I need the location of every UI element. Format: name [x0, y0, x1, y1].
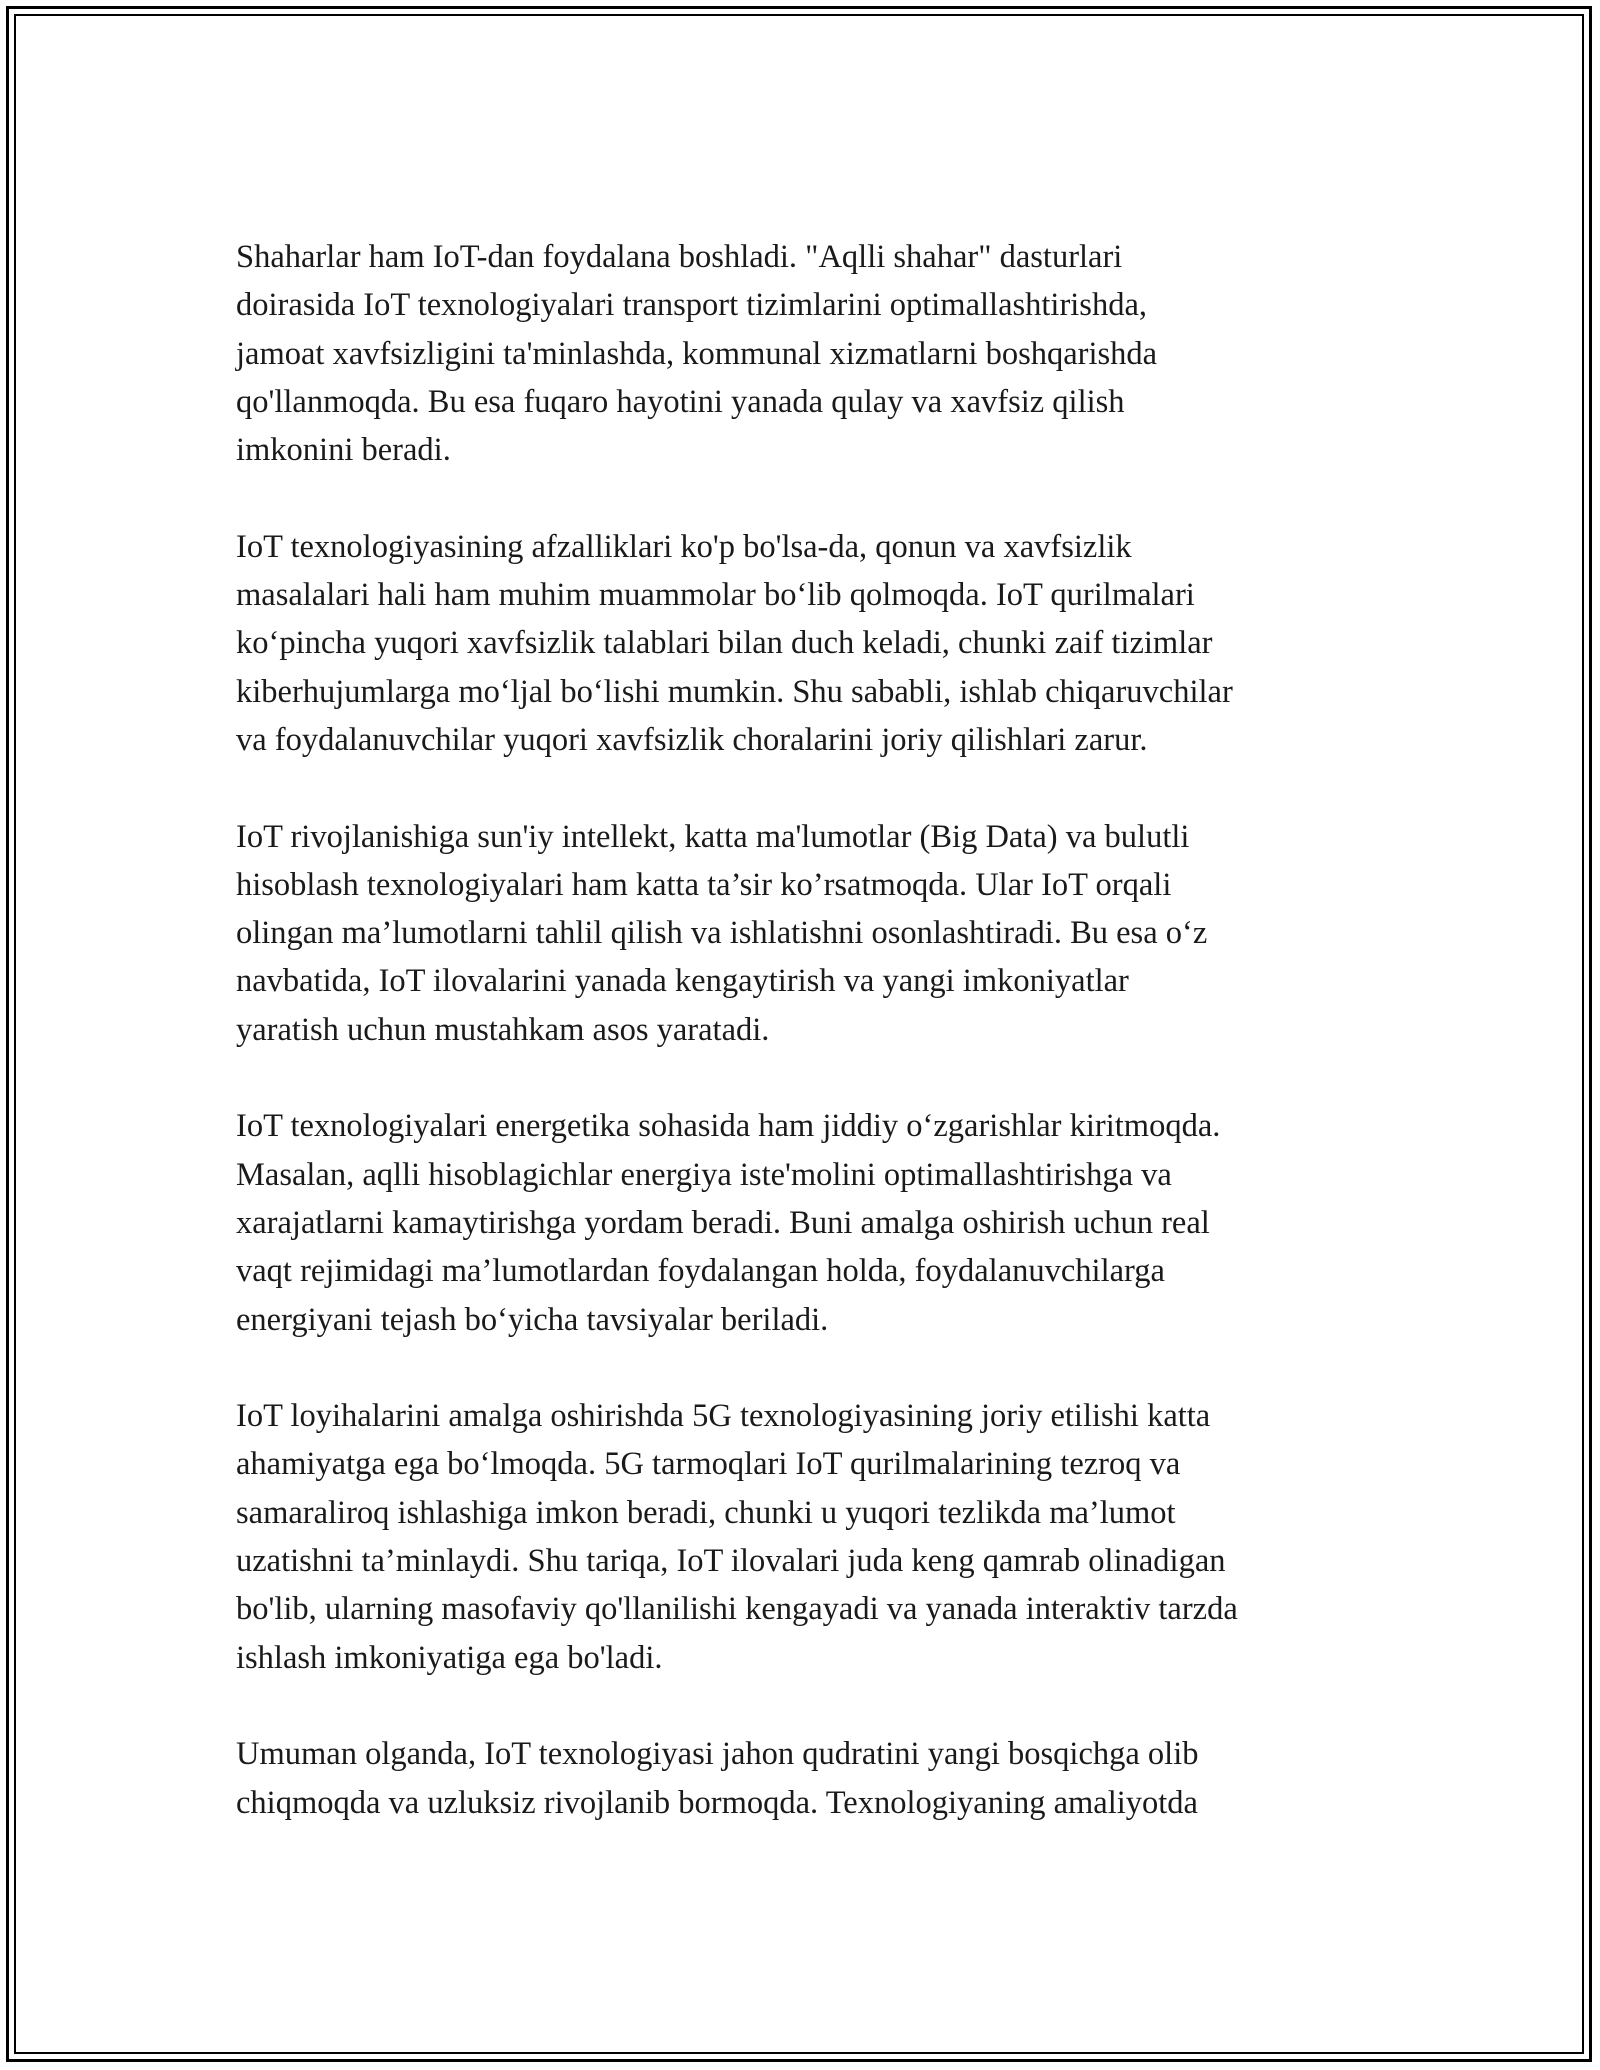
text-line: koʻpincha yuqori xavfsizlik talablari bilan duch keladi, chunki zaif tizimlar [236, 625, 1213, 662]
paragraph-5g [236, 1392, 1381, 1682]
text-line: xarajatlarni kamaytirishga yordam beradi. Buni amalga oshirish uchun real [236, 1204, 1210, 1241]
paragraph-security [236, 523, 1381, 764]
paragraph-ai-big-data [236, 813, 1381, 1054]
text-line: ishlash imkoniyatiga ega bo'ladi. [236, 1639, 663, 1676]
text-line: chiqmoqda va uzluksiz rivojlanib bormoqda. Texnologiyaning amaliyotda [236, 1784, 1198, 1821]
paragraph-smart-city [236, 233, 1381, 474]
paragraph-energy [236, 1102, 1381, 1343]
text-line: uzatishni ta’minlaydi. Shu tariqa, IoT ilovalari juda keng qamrab olinadigan [236, 1543, 1226, 1580]
text-line: IoT texnologiyasining afzalliklari ko'p bo'lsa-da, qonun va xavfsizlik [236, 528, 1132, 565]
text-line: IoT rivojlanishiga sun'iy intellekt, katta ma'lumotlar (Big Data) va bulutli [236, 818, 1190, 855]
text-line: olingan ma’lumotlarni tahlil qilish va ishlatishni osonlashtiradi. Bu esa oʻz [236, 915, 1208, 952]
text-line: IoT loyihalarini amalga oshirishda 5G texnologiyasining joriy etilishi katta [236, 1398, 1211, 1435]
paragraph-conclusion [236, 1730, 1381, 1827]
text-line: doirasida IoT texnologiyalari transport tizimlarini optimallashtirishda, [236, 287, 1147, 324]
text-line: imkonini beradi. [236, 432, 451, 469]
text-line: vaqt rejimidagi ma’lumotlardan foydalangan holda, foydalanuvchilarga [236, 1253, 1165, 1290]
text-line: Shaharlar ham IoT-dan foydalana boshladi. "Aqlli shahar" dasturlari [236, 239, 1123, 275]
text-line: yaratish uchun mustahkam asos yaratadi. [236, 1011, 770, 1048]
text-line: navbatida, IoT ilovalarini yanada kengaytirish va yangi imkoniyatlar [236, 963, 1129, 1000]
text-line: ahamiyatga ega boʻlmoqda. 5G tarmoqlari IoT qurilmalarining tezroq va [236, 1446, 1181, 1483]
text-line: Umuman olganda, IoT texnologiyasi jahon qudratini yangi bosqichga olib [236, 1736, 1199, 1773]
document-body [236, 233, 1381, 1875]
text-line: qo'llanmoqda. Bu esa fuqaro hayotini yanada qulay va xavfsiz qilish [236, 383, 1125, 420]
text-line: energiyani tejash boʻyicha tavsiyalar beriladi. [236, 1301, 829, 1338]
text-line: samaraliroq ishlashiga imkon beradi, chunki u yuqori tezlikda ma’lumot [236, 1494, 1176, 1531]
text-line: masalalari hali ham muhim muammolar boʻlib qolmoqda. IoT qurilmalari [236, 577, 1195, 614]
text-line: Masalan, aqlli hisoblagichlar energiya iste'molini optimallashtirishga va [236, 1156, 1172, 1193]
text-line: bo'lib, ularning masofaviy qo'llanilishi kengayadi va yanada interaktiv tarzda [236, 1591, 1238, 1628]
text-line: va foydalanuvchilar yuqori xavfsizlik choralarini joriy qilishlari zarur. [236, 721, 1148, 758]
text-line: jamoat xavfsizligini ta'minlashda, kommunal xizmatlarni boshqarishda [236, 335, 1158, 372]
text-line: kiberhujumlarga moʻljal boʻlishi mumkin. Shu sababli, ishlab chiqaruvchilar [236, 673, 1233, 710]
text-line: hisoblash texnologiyalari ham katta ta’sir ko’rsatmoqda. Ular IoT orqali [236, 866, 1172, 903]
text-line: IoT texnologiyalari energetika sohasida ham jiddiy oʻzgarishlar kiritmoqda. [236, 1108, 1221, 1145]
